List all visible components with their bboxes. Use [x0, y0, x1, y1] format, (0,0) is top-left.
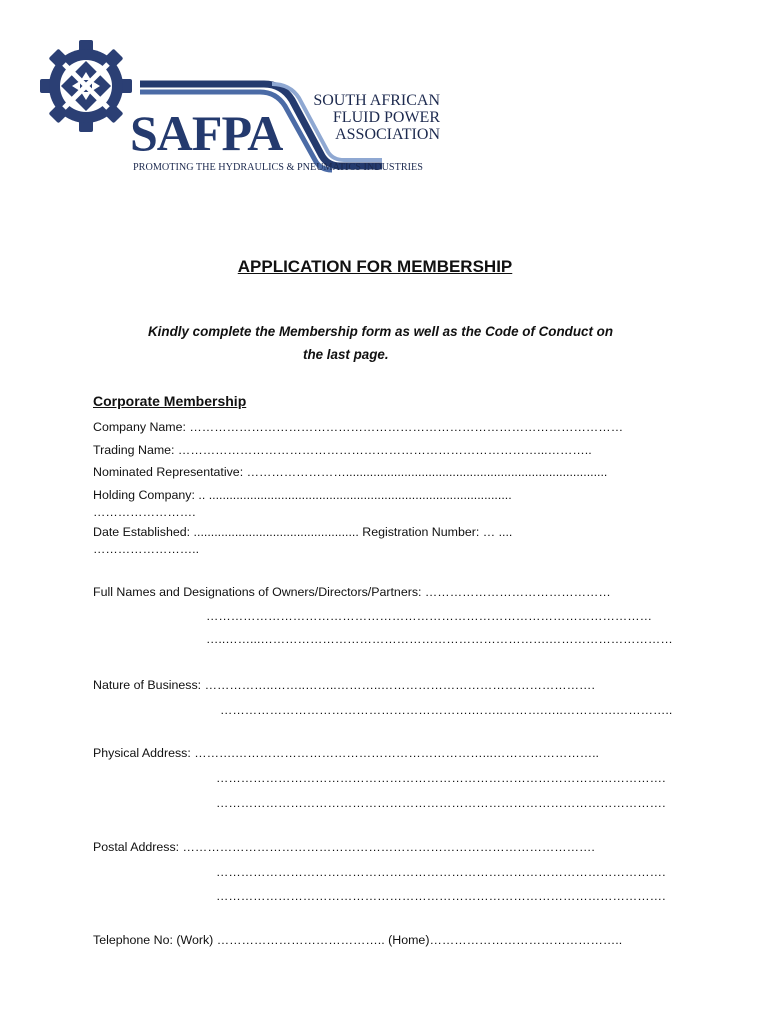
physical-address-field-line-2[interactable]: ………………………………………………………………………………………………. [216, 771, 666, 785]
logo-acronym: SAFPA [130, 105, 283, 161]
nature-of-business-field-line-2[interactable]: …………………………………………………….……..……….…..………….………….. [220, 703, 673, 717]
telephone-field[interactable]: Telephone No: (Work) ………………………………….. (Home)……………………………………….. [93, 933, 623, 947]
date-established-field[interactable]: Date Established: ................................................ Registration Number: … .... [93, 525, 513, 539]
owners-field[interactable]: Full Names and Designations of Owners/Directors/Partners: ……………………………………… [93, 585, 611, 599]
owners-field-line-2[interactable]: ……………………………………………………………………………………………… [206, 609, 653, 623]
owners-field-line-3[interactable]: …..……...…………………………………………………………….………………………… [206, 632, 673, 646]
physical-address-field[interactable]: Physical Address: ……….……………………………………………………...…………………….. [93, 746, 600, 760]
page-title: APPLICATION FOR MEMBERSHIP [237, 257, 513, 276]
nature-of-business-field[interactable]: Nature of Business: ……………..……..……..………..……………………………………………. [93, 678, 595, 692]
holding-company-field-continued[interactable]: ……………………. [93, 505, 196, 519]
physical-address-field-line-3[interactable]: ………………………………………………………………………………………………. [216, 796, 666, 810]
nominated-representative-field[interactable]: Nominated Representative: ……………………............................................................................ [93, 465, 608, 479]
instruction-line-2: the last page. [303, 347, 389, 362]
logo-name-line-3: ASSOCIATION [335, 126, 440, 143]
date-established-field-continued[interactable]: …………………….. [93, 542, 200, 556]
instruction-line-1: Kindly complete the Membership form as well as the Code of Conduct on [148, 324, 614, 339]
postal-address-field-line-3[interactable]: ………………………………………………………………………………………………. [216, 889, 666, 903]
safpa-logo [36, 38, 446, 178]
trading-name-field[interactable]: Trading Name: ……………………………………………………………………………...……….. [93, 443, 592, 457]
gear-icon [40, 40, 132, 132]
company-name-field[interactable]: Company Name: …………………………………………………………………………………………… [93, 420, 624, 434]
postal-address-field[interactable]: Postal Address: ………………………………………………………………………………………. [93, 840, 595, 854]
section-heading-corporate-membership: Corporate Membership [93, 393, 247, 409]
logo-name-line-1: SOUTH AFRICAN [313, 92, 440, 109]
logo-name-line-2: FLUID POWER [332, 109, 440, 126]
safpa-logo-graphic [36, 38, 446, 178]
postal-address-field-line-2[interactable]: ………………………………………………………………………………………………. [216, 865, 666, 879]
holding-company-field[interactable]: Holding Company: .. ........................................................................................ [93, 488, 512, 502]
logo-tagline: PROMOTING THE HYDRAULICS & PNEUMATICS INDUSTRIES [133, 162, 423, 173]
